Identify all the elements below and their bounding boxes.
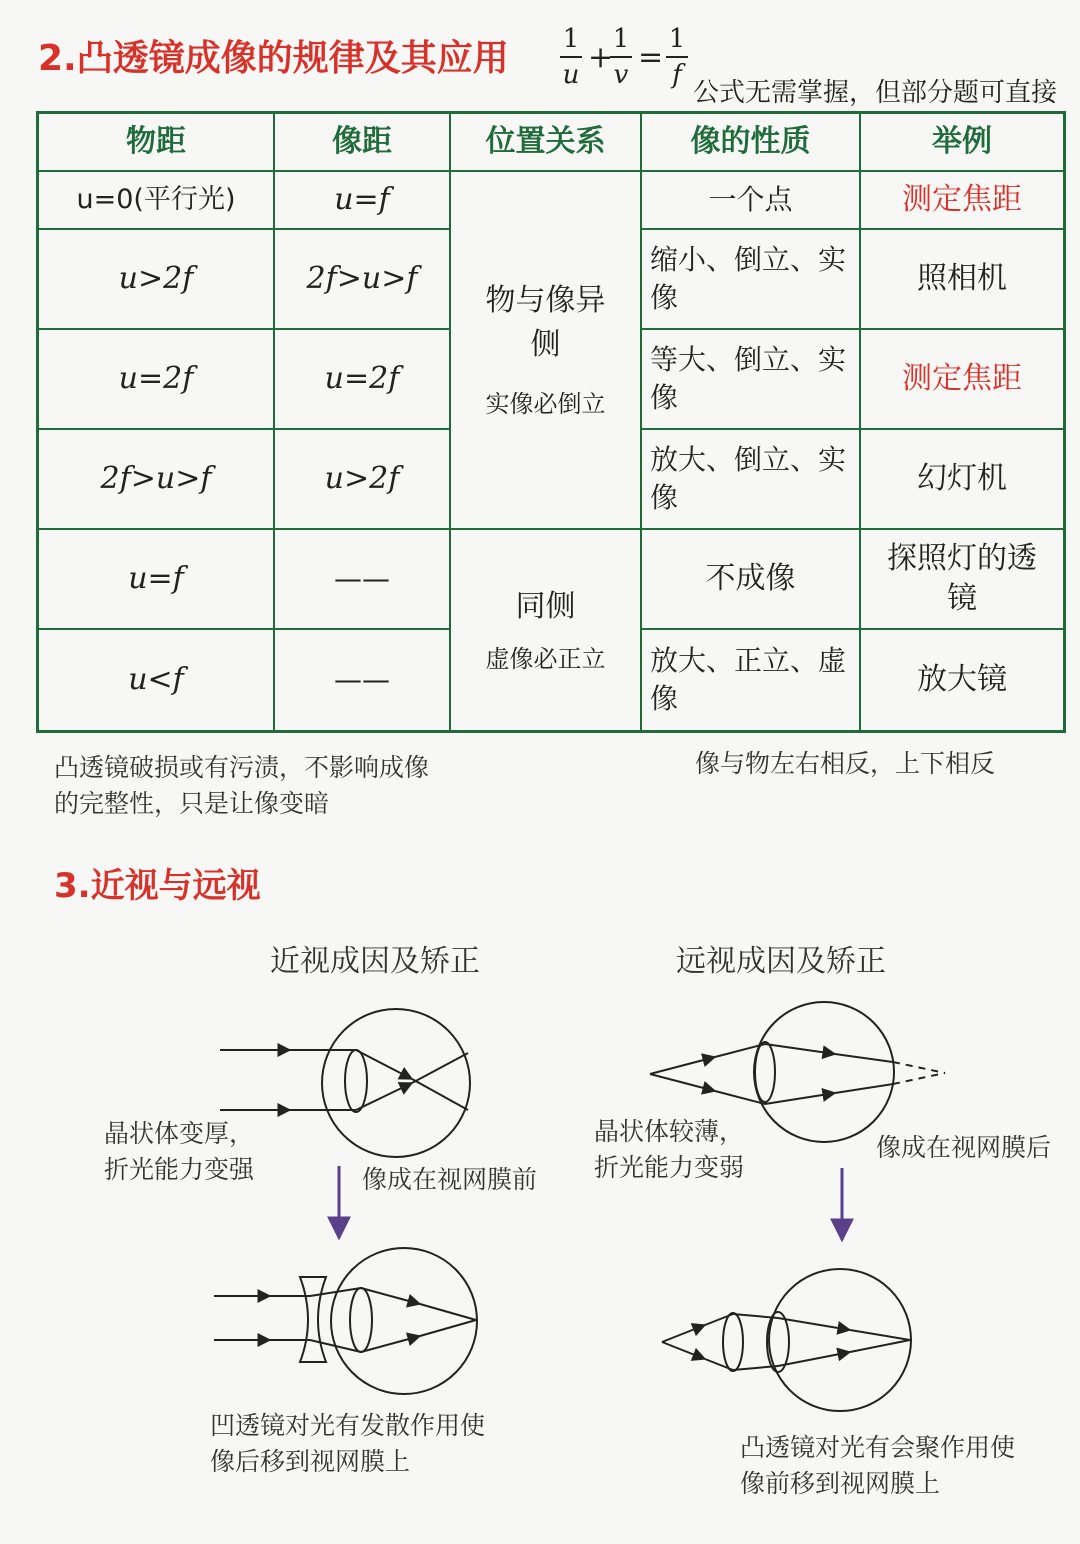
row4-nature-text: 放大、倒立、实像 [650, 443, 847, 514]
row6-image-distance: —— [275, 630, 451, 730]
row1-nature: 一个点 [642, 172, 861, 230]
row1-example: 测定焦距 [861, 172, 1063, 230]
myopia-image-position: 像成在视网膜前 [362, 1165, 538, 1194]
formula-note: 公式无需掌握，但部分题可直接 [693, 78, 1058, 108]
formula-equals: = [638, 40, 664, 75]
hyperopia-lens [755, 1042, 775, 1102]
row6-example: 放大镜 [917, 661, 1007, 697]
row5-nature: 不成像 [642, 530, 861, 630]
header-example: 举例 [861, 114, 1063, 172]
myopia-corrected-diagram [214, 1248, 477, 1394]
row5-example-text: 探照灯的透镜 [887, 540, 1037, 616]
row4-object-distance: 2f>u>f [39, 430, 275, 530]
row4-image-distance: u>2f [275, 430, 451, 530]
position-opposite-main: 物与像异侧 [485, 283, 606, 362]
position-same-main: 同侧 [515, 589, 576, 625]
formula-term2-den: v [613, 60, 629, 90]
note-image-reversed: 像与物左右相反，上下相反 [695, 749, 996, 778]
myopia-lens [345, 1050, 367, 1112]
formula-plus: + [588, 40, 614, 75]
header-object-distance: 物距 [39, 114, 275, 172]
convex-lens-icon [723, 1313, 743, 1371]
row3-nature-text: 等大、倒立、实像 [650, 343, 847, 414]
myopia-correction: 凹透镜对光有发散作用使像后移到视网膜上 [210, 1411, 486, 1477]
row2-nature-text: 缩小、倒立、实像 [650, 243, 847, 314]
hyperopia-corrected-lens [767, 1312, 789, 1372]
hyperopia-cause: 晶状体较薄，折光能力变弱 [594, 1117, 745, 1183]
section3-title: 3.近视与远视 [54, 866, 261, 906]
position-opposite-note: 实像必倒立 [485, 390, 606, 419]
row5-object-distance: u=f [39, 530, 275, 630]
row4-example: 幻灯机 [861, 430, 1063, 530]
row1-object-distance: u=0(平行光) [39, 172, 275, 230]
hyperopia-image-position: 像成在视网膜后 [876, 1133, 1052, 1162]
row3-example: 测定焦距 [861, 330, 1063, 430]
row6-object-distance: u<f [39, 630, 275, 730]
row2-example: 照相机 [861, 230, 1063, 330]
hyperopia-corrected-eyeball [769, 1269, 911, 1411]
myopia-title: 近视成因及矫正 [270, 944, 480, 979]
formula-term1-den: u [562, 60, 580, 90]
concave-lens-icon [300, 1277, 326, 1362]
myopia-corrected-eyeball [331, 1248, 477, 1394]
formula-term2-num: 1 [612, 24, 630, 54]
row5-image-distance: —— [275, 530, 451, 630]
hyperopia-title: 远视成因及矫正 [676, 944, 886, 979]
formula-term1-num: 1 [562, 24, 580, 54]
hyperopia-correction: 凸透镜对光有会聚作用使像前移到视网膜上 [740, 1433, 1016, 1499]
row2-object-distance: u>2f [39, 230, 275, 330]
row1-image-distance: u=f [275, 172, 451, 230]
section2-title: 2.凸透镜成像的规律及其应用 [38, 38, 509, 79]
header-nature: 像的性质 [642, 114, 861, 172]
header-image-distance: 像距 [275, 114, 451, 172]
myopia-cause: 晶状体变厚，折光能力变强 [104, 1119, 255, 1185]
row2-image-distance: 2f>u>f [275, 230, 451, 330]
header-position: 位置关系 [451, 114, 642, 172]
hyperopia-corrected-diagram [662, 1269, 911, 1411]
formula-term3-den: f [672, 60, 682, 90]
row3-image-distance: u=2f [275, 330, 451, 430]
row3-object-distance: u=2f [39, 330, 275, 430]
position-same-note: 虚像必正立 [485, 644, 606, 673]
note-damaged-lens: 凸透镜破损或有污渍，不影响成像的完整性，只是让像变暗 [54, 753, 430, 819]
formula-term3-num: 1 [668, 24, 686, 54]
myopia-corrected-lens [350, 1288, 372, 1352]
row6-nature-text: 放大、正立、虚像 [650, 644, 847, 715]
